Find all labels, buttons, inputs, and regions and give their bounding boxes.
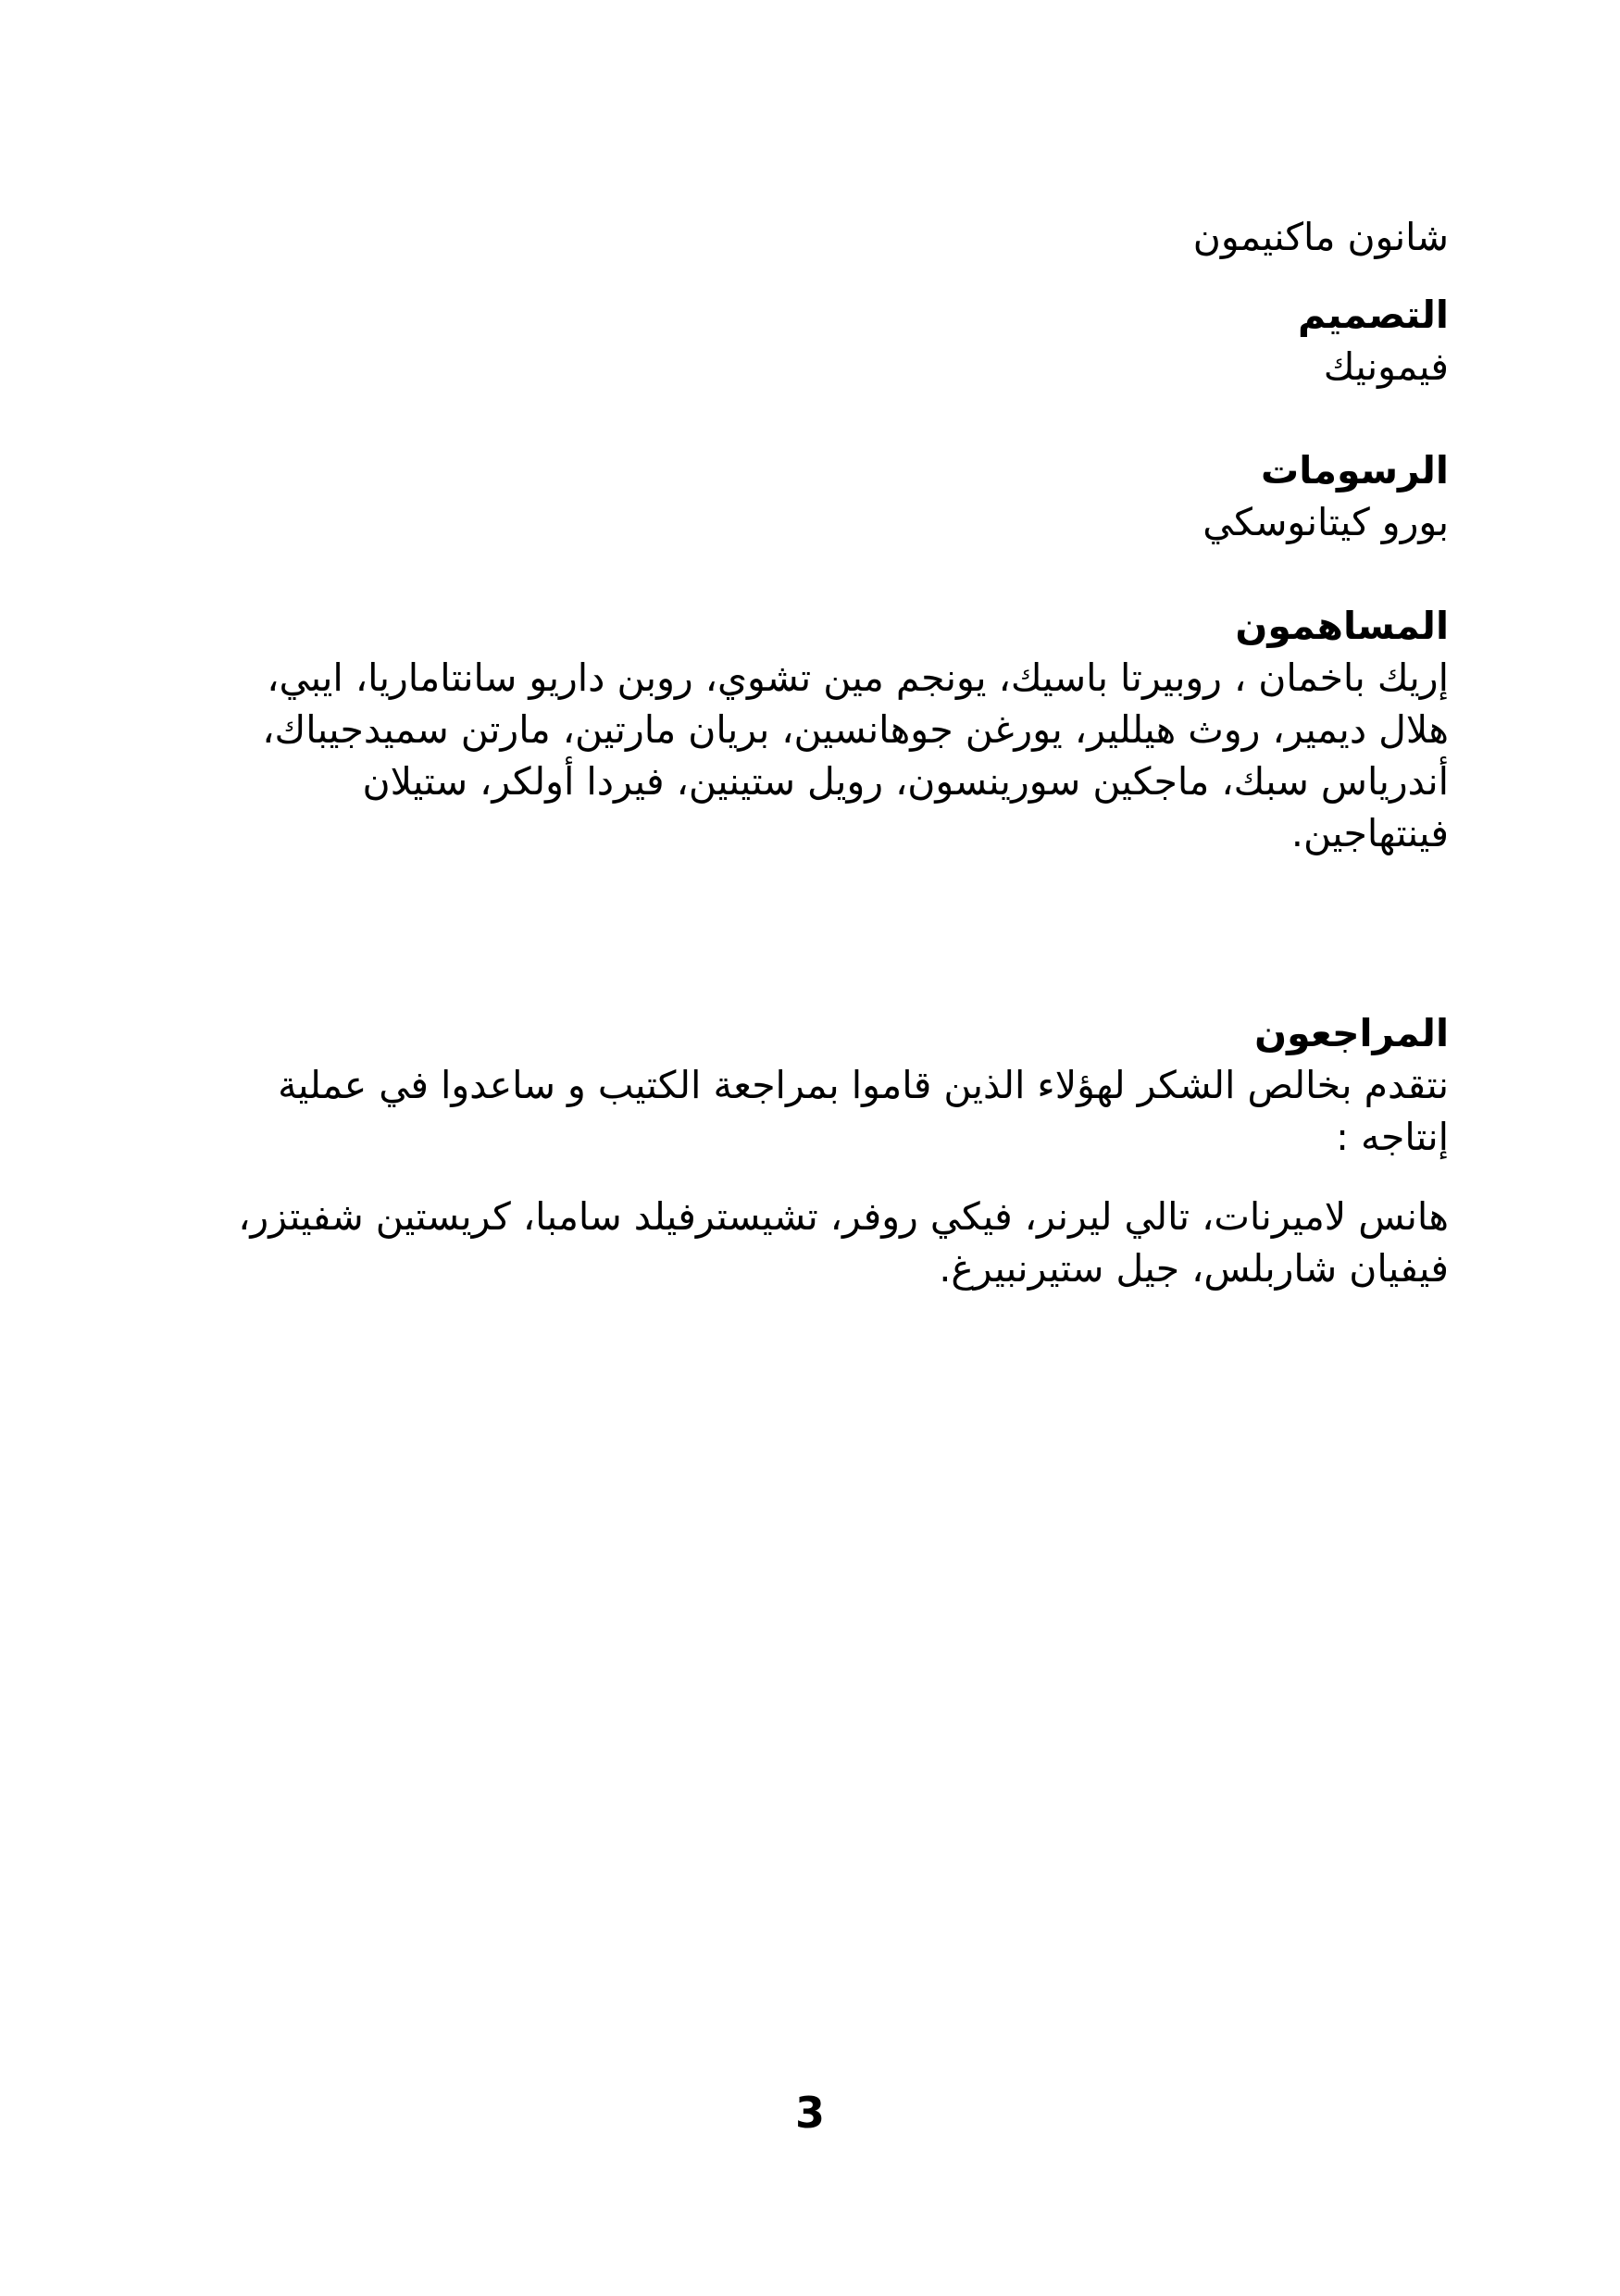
design-heading: التصميم xyxy=(1298,293,1449,337)
page-number: 3 xyxy=(794,2088,825,2138)
reviewers-names: هانس لاميرنات، تالي ليرنر، فيكي روفر، تشيسترفيلد سامبا، كريستين شفيتزر، فيفيان شاربلس، جيل ستيرنبيرغ. xyxy=(238,1194,1449,1291)
author-line: شانون ماكنيمون xyxy=(1192,215,1449,259)
reviewers-intro: نتقدم بخالص الشكر لهؤلاء الذين قاموا بمراجعة الكتيب و ساعدوا في عملية إنتاجه : xyxy=(278,1063,1449,1159)
contributors-names: إريك باخمان ، روبيرتا باسيك، يونجم مين تشوي، روبن داريو سانتاماريا، ايبي، هلال ديمير، روث هيللير، يورغن جوهانسين، بريان مارتين، مارتن سميدجيباك، أندرياس سبك، ماجكين سورينسون، رويل ستينين، فيردا أولكر، ستيلان فينتهاجين. xyxy=(262,655,1449,855)
illustrations-name: بورو كيتانوسكي xyxy=(1203,500,1449,544)
reviewers-heading: المراجعون xyxy=(1254,1011,1449,1055)
contributors-heading: المساهمون xyxy=(1235,604,1449,648)
illustrations-heading: الرسومات xyxy=(1261,448,1449,493)
credits-page xyxy=(204,211,1449,1294)
design-name: فيمونيك xyxy=(1323,344,1449,389)
